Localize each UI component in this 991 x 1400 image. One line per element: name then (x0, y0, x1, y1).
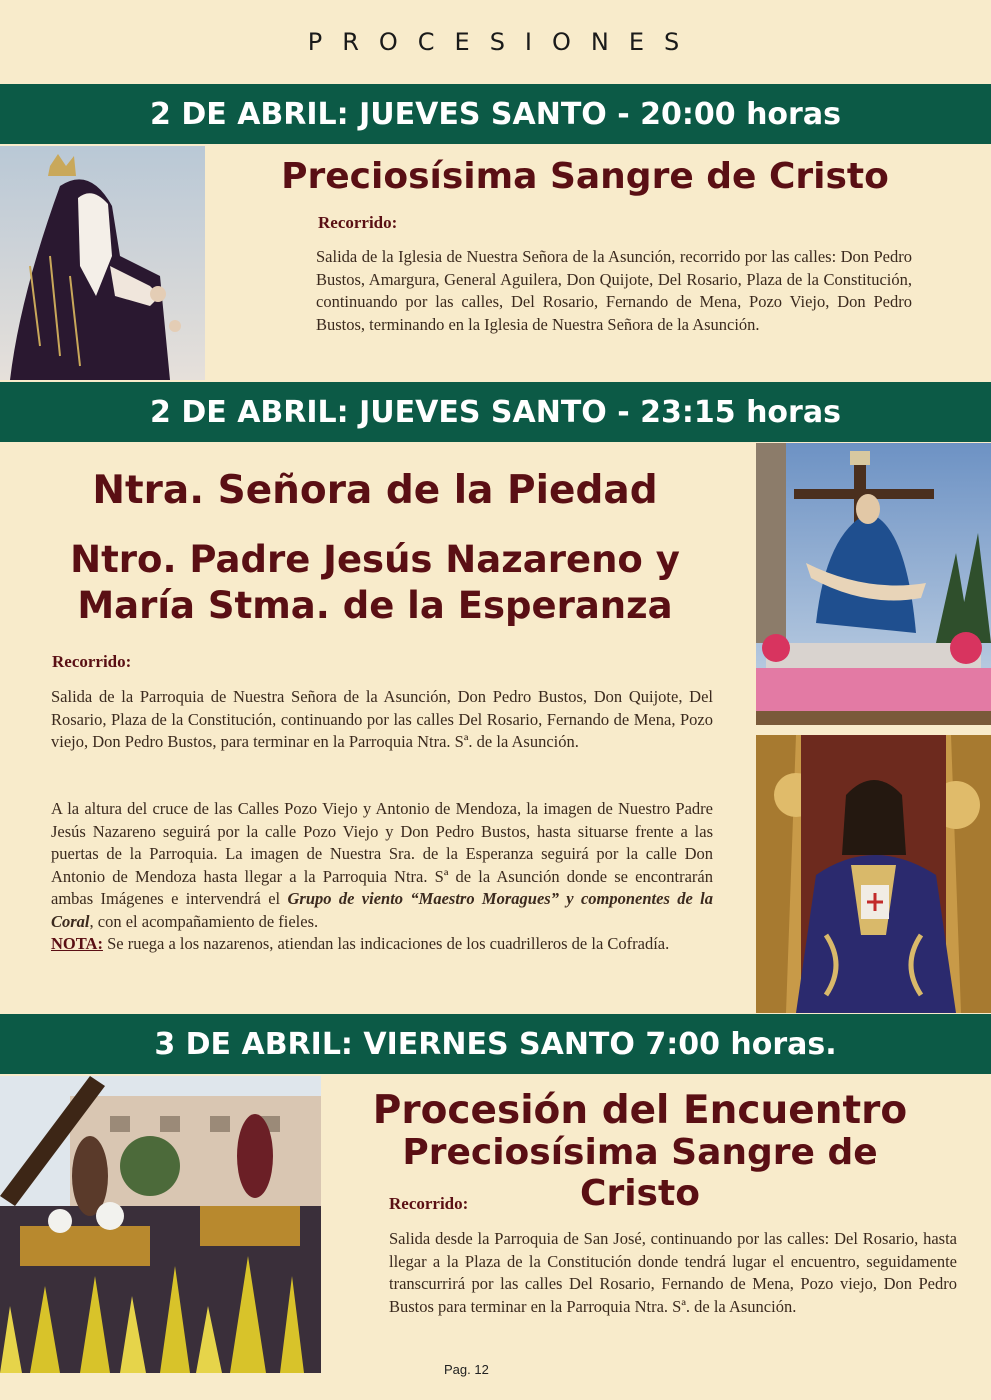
section-2-date-band: 2 DE ABRIL: JUEVES SANTO - 23:15 horas (0, 382, 991, 442)
section-1-recorrido-label: Recorrido: (318, 213, 398, 232)
page-number: Pag. 12 (444, 1362, 489, 1377)
section-3-recorrido-label: Recorrido: (389, 1194, 469, 1213)
encuentro-photo (0, 1076, 321, 1373)
section-2-group-name: Grupo de viento “Maestro Moragues” y componentes de la Coral (51, 889, 714, 931)
section-3-date-band: 3 DE ABRIL: VIERNES SANTO 7:00 horas. (0, 1014, 991, 1074)
section-2-title-nazareno (60, 537, 690, 629)
section-2-title-piedad: Ntra. Señora de la Piedad (92, 468, 658, 513)
section-2-route-text: Salida de la Parroquia de Nuestra Señora de la Asunción, Don Pedro Bustos, Don Quijote, Del Rosario, Plaza de la Constitución, continuando por las calles Del Rosario, Fernando de Mena, Pozo viejo, Don Pedro Bustos, para terminar en la Parroquia Ntra. Sª. de la Asunción. (51, 687, 713, 751)
nazareno-photo (756, 735, 991, 1013)
section-3-title-encuentro: Procesión del Encuentro (372, 1088, 908, 1133)
page-header: PROCESIONES (307, 28, 700, 56)
section-2-detail-text (51, 798, 713, 956)
section-1-date-band: 2 DE ABRIL: JUEVES SANTO - 20:00 horas (0, 84, 991, 144)
section-1-title: Preciosísima Sangre de Cristo (281, 156, 889, 197)
section-3-title-sangre: Preciosísima Sangre de Cristo (402, 1132, 878, 1214)
section-2-title-line-2: María Stma. de la Esperanza (77, 584, 673, 627)
section-2-nota-label: NOTA: (51, 934, 103, 953)
section-2-title-line-1: Ntro. Padre Jesús Nazareno y (70, 538, 680, 581)
section-2-recorrido-label: Recorrido: (52, 652, 132, 671)
section-1-route-text: Salida de la Iglesia de Nuestra Señora de la Asunción, recorrido por las calles: Don Pedro Bustos, Amargura, General Aguilera, Don Quijote, Del Rosario, Plaza de la Constitución, continuando por las calles, Del Rosario, Fernando de Mena, Pozo Viejo, Don Pedro Bustos, terminando en la Iglesia de Nuestra Señora de la Asunción. (316, 247, 912, 334)
section-2-detail-paragraph: A la altura del cruce de las Calles Pozo Viejo y Antonio de Mendoza, la imagen de Nuestro Padre Jesús Nazareno seguirá por la calle Pozo Viejo y Don Pedro Bustos, hasta situarse frente a las puertas de la Parroquia. La imagen de Nuestra Sra. de la Esperanza seguirá por la calle Don Antonio de Mendoza hasta llegar a la Parroquia Ntra. Sª de la Asunción donde se encontrarán ambas Imágenes e intervendrá el (51, 799, 713, 908)
section-2-group-suffix: , con el acompañamiento de fieles. (89, 911, 319, 931)
piedad-photo (756, 443, 991, 725)
virgin-dolorosa-photo (0, 146, 205, 380)
section-2-nota-text: Se ruega a los nazarenos, atiendan las indicaciones de los cuadrilleros de la Cofradía. (102, 934, 670, 953)
section-3-route-text: Salida desde la Parroquia de San José, continuando por las calles: Del Rosario, hasta llegar a la Plaza de la Constitución donde tendrá lugar el encuentro, seguidamente transcurrirá por las calles Del Rosario, Fernando de Mena, Pozo viejo, Don Pedro Bustos para terminar en la Parroquia Ntra. Sª. de la Asunción. (389, 1229, 957, 1316)
